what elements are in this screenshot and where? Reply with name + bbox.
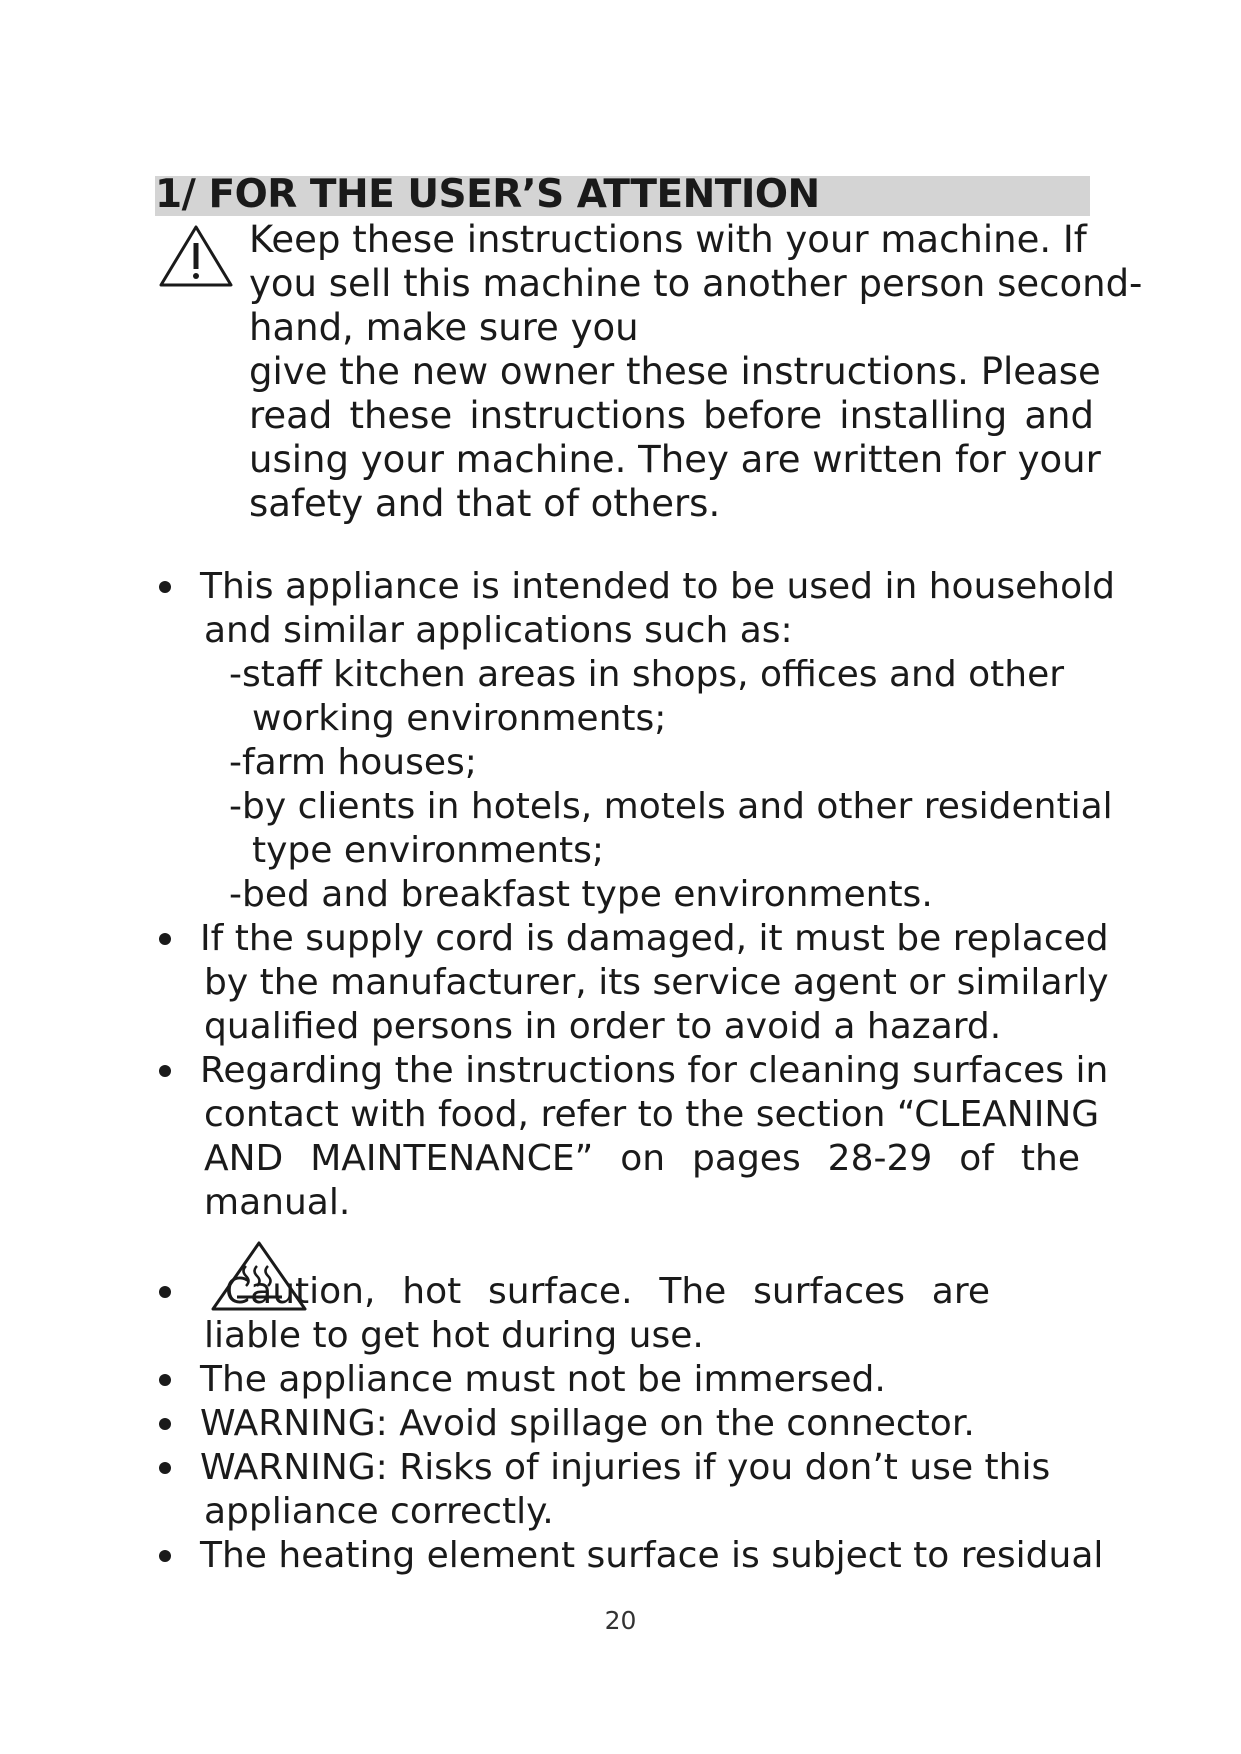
bullet-line: contact with food, refer to the section “CLEANING bbox=[204, 1094, 1100, 1135]
bullet-line: The heating element surface is subject to residual bbox=[200, 1535, 1104, 1576]
intro-paragraph bbox=[249, 218, 1143, 526]
intro-line: Keep these instructions with your machine. If bbox=[249, 218, 1087, 261]
bullet-line: WARNING: Avoid spillage on the connector. bbox=[200, 1403, 975, 1444]
bullet-dot bbox=[159, 1286, 171, 1298]
bullet-spillage bbox=[200, 1402, 1090, 1446]
sub-item-line: -by clients in hotels, motels and other residential bbox=[229, 786, 1113, 827]
bullet-line: This appliance is intended to be used in household bbox=[200, 566, 1115, 607]
bullet-line: qualified persons in order to avoid a hazard. bbox=[204, 1006, 1002, 1047]
warning-triangle-icon bbox=[158, 224, 234, 288]
intro-line: read these instructions before installing and bbox=[249, 394, 1094, 437]
bullet-dot bbox=[159, 1418, 171, 1430]
bullet-line: liable to get hot during use. bbox=[204, 1315, 704, 1356]
intro-line: safety and that of others. bbox=[249, 482, 721, 525]
section-heading: 1/ FOR THE USER’S ATTENTION bbox=[155, 172, 820, 217]
bullet-residual-heat bbox=[200, 1534, 1104, 1578]
sub-item-line: -bed and breakfast type environments. bbox=[229, 874, 933, 915]
bullet-dot bbox=[159, 1462, 171, 1474]
sub-item-line: type environments; bbox=[252, 830, 605, 871]
bullet-line: The appliance must not be immersed. bbox=[200, 1359, 886, 1400]
intro-line: you sell this machine to another person second- bbox=[249, 262, 1143, 305]
bullet-immersed bbox=[200, 1358, 1090, 1402]
intro-line: using your machine. They are written for your bbox=[249, 438, 1101, 481]
bullet-dot bbox=[159, 1550, 171, 1562]
bullet-household bbox=[200, 565, 1115, 917]
bullet-line: Caution, hot surface. The surfaces are bbox=[225, 1271, 990, 1312]
bullet-cleaning bbox=[200, 1049, 1109, 1225]
bullet-line: If the supply cord is damaged, it must be replaced bbox=[200, 918, 1109, 959]
page-number: 20 bbox=[604, 1606, 637, 1635]
intro-line: hand, make sure you bbox=[249, 306, 639, 349]
bullet-supply-cord bbox=[200, 917, 1109, 1049]
bullet-line: and similar applications such as: bbox=[204, 610, 793, 651]
sub-item-line: working environments; bbox=[252, 698, 667, 739]
sub-item-line: -farm houses; bbox=[229, 742, 477, 783]
bullet-line: AND MAINTENANCE” on pages 28-29 of the bbox=[204, 1138, 1080, 1179]
bullet-dot bbox=[159, 1374, 171, 1386]
bullet-dot bbox=[159, 1065, 171, 1077]
bullet-line: Regarding the instructions for cleaning surfaces in bbox=[200, 1050, 1109, 1091]
bullet-caution bbox=[200, 1270, 990, 1358]
bullet-line: by the manufacturer, its service agent or similarly bbox=[204, 962, 1109, 1003]
bullet-injuries bbox=[200, 1446, 1090, 1534]
bullet-dot bbox=[159, 933, 171, 945]
sub-item-line: -staff kitchen areas in shops, offices and other bbox=[229, 654, 1065, 695]
bullet-line: manual. bbox=[204, 1182, 351, 1223]
bullet-dot bbox=[159, 581, 171, 593]
bullet-line: appliance correctly. bbox=[204, 1491, 554, 1532]
bullet-line: WARNING: Risks of injuries if you don’t use this bbox=[200, 1447, 1051, 1488]
intro-line: give the new owner these instructions. Please bbox=[249, 350, 1101, 393]
